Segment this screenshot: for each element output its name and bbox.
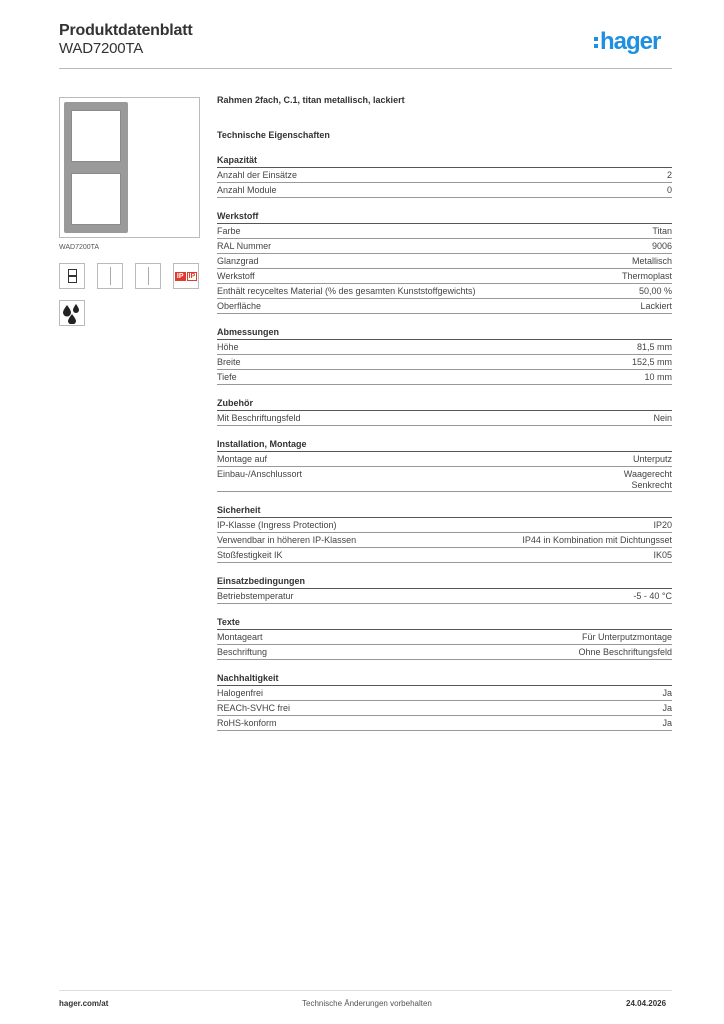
property-value	[633, 454, 672, 465]
property-row	[217, 239, 672, 254]
property-label: Höhe	[217, 342, 239, 352]
footer-date: 24.04.2026	[626, 999, 667, 1008]
property-value	[662, 718, 672, 729]
property-value	[653, 413, 672, 424]
property-section	[217, 617, 672, 660]
digit-display-icon	[59, 263, 85, 289]
property-value-line: Ohne Beschriftungsfeld	[578, 647, 672, 657]
property-label: Enthält recyceltes Material (% des gesamten Kunststoffgewichts)	[217, 286, 476, 296]
ip-rating-label-b: IP	[188, 272, 196, 280]
property-value	[644, 372, 672, 383]
property-value	[639, 286, 672, 297]
frame-opening-top	[71, 110, 121, 162]
property-value	[632, 357, 672, 368]
property-row	[217, 269, 672, 284]
property-section	[217, 155, 672, 198]
property-label: Verwendbar in höheren IP-Klassen	[217, 535, 357, 545]
property-value	[653, 520, 672, 531]
property-row	[217, 467, 672, 492]
frame-opening-bottom	[71, 173, 121, 225]
section-title: Texte	[217, 617, 672, 630]
property-label: Stoßfestigkeit IK	[217, 550, 283, 560]
property-row	[217, 168, 672, 183]
property-value	[582, 632, 672, 643]
property-sections	[217, 155, 672, 731]
property-value-line: 9006	[651, 241, 672, 251]
section-title: Werkstoff	[217, 211, 672, 224]
property-label: Anzahl der Einsätze	[217, 170, 298, 180]
property-section	[217, 439, 672, 492]
property-value	[640, 301, 672, 312]
ip-rating-label-a: IP	[176, 272, 184, 280]
property-row	[217, 518, 672, 533]
property-row	[217, 548, 672, 563]
property-row	[217, 254, 672, 269]
property-row	[217, 299, 672, 314]
property-label: Montageart	[217, 632, 263, 642]
datasheet-content	[217, 95, 672, 731]
property-value	[667, 185, 672, 196]
property-label: Werkstoff	[217, 271, 255, 281]
property-value	[653, 550, 672, 561]
property-value	[667, 170, 672, 181]
section-title: Abmessungen	[217, 327, 672, 340]
line-icon	[97, 263, 123, 289]
property-row	[217, 701, 672, 716]
property-row	[217, 686, 672, 701]
property-row	[217, 355, 672, 370]
property-row	[217, 630, 672, 645]
property-section	[217, 673, 672, 731]
property-label: RoHS-konform	[217, 718, 277, 728]
property-value-line: Waagerecht	[623, 469, 672, 479]
footer-website[interactable]: hager.com/at	[59, 999, 109, 1008]
property-section	[217, 398, 672, 426]
property-row	[217, 533, 672, 548]
property-value-line: Senkrecht	[631, 480, 672, 490]
property-value	[578, 647, 672, 658]
property-section	[217, 327, 672, 385]
logo-dots-icon	[594, 37, 598, 48]
property-row	[217, 224, 672, 239]
property-section	[217, 576, 672, 604]
property-row	[217, 589, 672, 604]
property-label: Montage auf	[217, 454, 268, 464]
property-value-line: Unterputz	[632, 454, 672, 464]
property-value	[632, 256, 672, 267]
property-value-line: Für Unterputzmontage	[581, 632, 672, 642]
property-label: Anzahl Module	[217, 185, 277, 195]
property-label: Halogenfrei	[217, 688, 264, 698]
property-value-line: Metallisch	[631, 256, 672, 266]
footer-disclaimer: Technische Änderungen vorbehalten	[302, 999, 432, 1008]
section-title: Nachhaltigkeit	[217, 673, 672, 686]
property-label: RAL Nummer	[217, 241, 272, 251]
property-row	[217, 340, 672, 355]
property-value-line: Ja	[662, 688, 672, 698]
property-label: Oberfläche	[217, 301, 262, 311]
property-value	[652, 241, 672, 252]
property-label: REACh-SVHC frei	[217, 703, 291, 713]
property-value-line: 50,00 %	[638, 286, 672, 296]
water-drops-icon	[59, 300, 85, 326]
property-value-line: 2	[666, 170, 672, 180]
property-row	[217, 284, 672, 299]
property-value-line: 0	[666, 185, 672, 195]
logo-wordmark: hager	[600, 28, 661, 55]
header-divider	[59, 68, 672, 69]
property-value-line: IP44 in Kombination mit Dichtungsset	[522, 535, 672, 545]
line-icon	[135, 263, 161, 289]
property-label: Beschriftung	[217, 647, 268, 657]
property-label: IP-Klasse (Ingress Protection)	[217, 520, 337, 530]
footer-divider	[59, 990, 672, 991]
property-label: Einbau-/Anschlussort	[217, 469, 303, 479]
property-value	[522, 535, 672, 546]
section-title: Zubehör	[217, 398, 672, 411]
property-value	[637, 342, 672, 353]
section-title: Einsatzbedingungen	[217, 576, 672, 589]
property-row	[217, 411, 672, 426]
section-title: Sicherheit	[217, 505, 672, 518]
property-row	[217, 716, 672, 731]
property-value-line: Ja	[662, 703, 672, 713]
property-label: Breite	[217, 357, 241, 367]
property-row	[217, 183, 672, 198]
property-value-line: 152,5 mm	[631, 357, 672, 367]
property-value-line: Ja	[662, 718, 672, 728]
property-row	[217, 370, 672, 385]
section-title: Kapazität	[217, 155, 672, 168]
property-value-line: IP20	[653, 520, 672, 530]
property-label: Betriebstemperatur	[217, 591, 294, 601]
product-code: WAD7200TA	[59, 40, 144, 57]
property-value	[662, 703, 672, 714]
double-frame-picture	[64, 102, 128, 233]
property-label: Tiefe	[217, 372, 237, 382]
property-row	[217, 452, 672, 467]
ip-rating-icon	[173, 263, 199, 289]
page-title: Produktdatenblatt	[59, 22, 193, 39]
property-value-line: IK05	[653, 550, 672, 560]
property-value	[633, 591, 672, 602]
property-section	[217, 505, 672, 563]
property-value	[624, 469, 672, 491]
product-title: Rahmen 2fach, C.1, titan metallisch, lackiert	[217, 95, 405, 105]
property-label: Farbe	[217, 226, 241, 236]
property-value-line: 81,5 mm	[636, 342, 672, 352]
hager-logo	[594, 28, 660, 56]
property-value-line: Titan	[652, 226, 672, 236]
property-section	[217, 211, 672, 314]
property-row	[217, 645, 672, 660]
property-value-line: -5 - 40 °C	[633, 591, 672, 601]
property-label: Mit Beschriftungsfeld	[217, 413, 301, 423]
property-value-line: 10 mm	[644, 372, 672, 382]
property-value-line: Lackiert	[640, 301, 672, 311]
property-label: Glanzgrad	[217, 256, 259, 266]
property-value-line: Thermoplast	[621, 271, 672, 281]
section-title: Installation, Montage	[217, 439, 672, 452]
property-value	[652, 226, 672, 237]
property-value	[622, 271, 672, 282]
product-image	[59, 97, 200, 238]
property-value	[662, 688, 672, 699]
technical-properties-title: Technische Eigenschaften	[217, 130, 330, 140]
property-value-line: Nein	[653, 413, 672, 423]
image-caption: WAD7200TA	[59, 244, 100, 251]
